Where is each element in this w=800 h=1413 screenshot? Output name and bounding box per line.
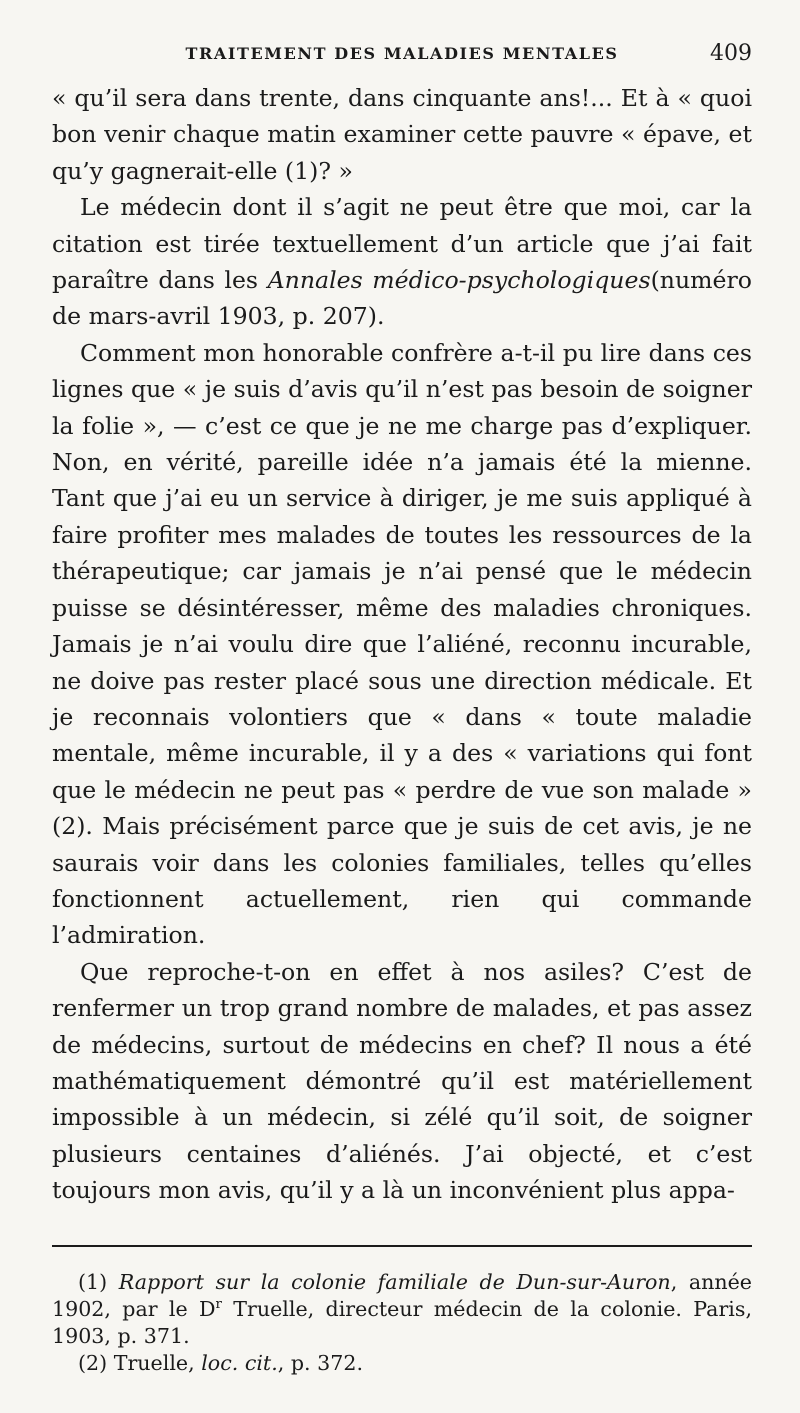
footnote-1-title: Rapport sur la colonie familiale de Dun-sur-Auron [118, 1269, 671, 1294]
footnote-rule [52, 1245, 752, 1247]
running-head [52, 40, 752, 68]
paragraph-2-text-start: Le médecin dont il s’agit ne peut être que moi, car la citation est tirée textuellement d’un article que j’ai fait paraître dans les [52, 193, 752, 295]
body-text [52, 80, 752, 1209]
footnote-1-marker: (1) [78, 1269, 119, 1294]
footnote-1-superscript: r [215, 1296, 222, 1312]
footnotes [52, 1269, 752, 1377]
paragraph-3: Comment mon honorable confrère a-t-il pu lire dans ces lignes que « je suis d’avis qu’il n’est pas besoin de soigner la folie », — c’est ce que je ne me charge pas d’expliquer. Non, en vérité, pareille idée n’a jamais été la mienne. Tant que j’ai eu un service à diriger, je me suis appliqué à faire profiter mes malades de toutes les ressources de la thérapeutique; car jamais je n’ai pensé que le médecin puisse se désintéresser, même des maladies chroniques. Jamais je n’ai voulu dire que l’aliéné, reconnu incurable, ne doive pas rester placé sous une direction médicale. Et je reconnais volontiers que « dans « toute maladie mentale, même incurable, il y a des « variations qui font que le médecin ne peut pas « perdre de vue son malade » (2). Mais précisément parce que je suis de cet avis, je ne saurais voir dans les colonies familiales, telles qu’elles fonctionnent actuellement, rien qui commande l’admiration. [52, 338, 752, 950]
footnote-1-end: Truelle, directeur médecin de la colonie. Paris, 1903, p. 371. [52, 1296, 753, 1348]
paragraph-2-text-end: (numéro de mars-avril 1903, p. 207). [52, 266, 752, 331]
paragraph-1: « qu’il sera dans trente, dans cinquante ans!... Et à « quoi bon venir chaque matin examiner cette pauvre « épave, et qu’y gagnerait-elle (1)? » [52, 84, 752, 185]
footnote-2-italic: loc. cit. [201, 1350, 278, 1375]
running-head-title: TRAITEMENT DES MALADIES MENTALES [185, 44, 619, 63]
paragraph-2 [52, 189, 752, 335]
footnote-2-start: (2) Truelle, [78, 1350, 202, 1375]
paragraph-4: Que reproche-t-on en effet à nos asiles? C’est de renfermer un trop grand nombre de malades, et pas assez de médecins, surtout de médecins en chef? Il nous a été mathématiquement démontré qu’il est matériellement impossible à un médecin, si zélé qu’il soit, de soigner plusieurs centaines d’aliénés. J’ai objecté, et c’est toujours mon avis, qu’il y a là un inconvénient plus appa- [52, 957, 752, 1205]
page-number: 409 [710, 41, 752, 66]
footnote-2-end: , p. 372. [277, 1350, 363, 1375]
footnote-2 [52, 1350, 752, 1377]
journal-title: Annales médico-psychologiques [267, 266, 651, 295]
footnote-1 [52, 1269, 752, 1350]
footnote-1-mid: , année 1902, par le D [52, 1269, 752, 1321]
